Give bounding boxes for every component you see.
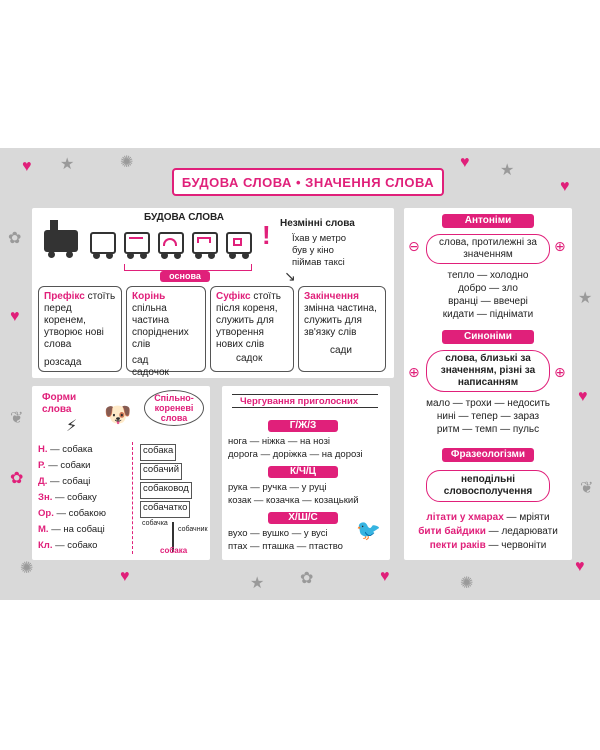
heart-icon: ♥ — [575, 558, 585, 575]
list-item: вухо — вушко — у вусі — [228, 528, 328, 539]
plus-icon: ⊕ — [554, 238, 566, 254]
list-item: Кл. — собако — [38, 540, 98, 551]
list-item: кидати — піднімати — [442, 309, 534, 320]
sun-icon: ✺ — [460, 575, 474, 592]
list-item: Зн. — собаку — [38, 492, 97, 503]
suffix-text: стоїть після кореня, служить для утворення нових слів — [216, 291, 282, 350]
suffix-box — [210, 286, 294, 372]
minus-icon: ⊖ — [408, 238, 420, 254]
list-item: Д. — собаці — [38, 476, 91, 487]
list-item: Ор. — собакою — [38, 508, 106, 519]
list-item: ритм — темп — пульс — [436, 424, 540, 435]
list-item: собачатко — [140, 501, 190, 518]
flower-icon: ✿ — [300, 570, 314, 587]
list-item: нині — тепер — зараз — [436, 411, 540, 422]
suffix-example: садок — [236, 353, 263, 364]
plus-icon: ⊕ — [408, 364, 420, 380]
flower-icon: ✿ — [10, 470, 24, 487]
sun-icon: ✺ — [120, 154, 134, 171]
star-icon: ★ — [578, 290, 593, 307]
list-item: добро — зло — [458, 283, 518, 294]
root-example: садочок — [132, 367, 169, 378]
flower-icon: ✿ — [8, 230, 22, 247]
forms-panel — [32, 386, 210, 560]
structure-heading: БУДОВА СЛОВА — [144, 212, 224, 223]
poster — [0, 148, 600, 600]
group-label: Х/Ш/С — [268, 512, 338, 524]
osnova-label: основа — [160, 271, 210, 282]
antonyms-label: Антоніми — [442, 214, 534, 228]
bird-icon: 🐦 — [356, 520, 381, 542]
idioms-label: Фразеологізми — [442, 448, 534, 462]
meaning-panel — [404, 208, 572, 560]
prefix-example: розсада — [44, 357, 82, 368]
list-item: літати у хмарах — мріяти — [426, 512, 550, 523]
group-label: Г/Ж/З — [268, 420, 338, 432]
heart-icon: ♥ — [380, 568, 390, 585]
train-illustration — [44, 218, 254, 263]
immutable-line: був у кіно — [292, 245, 334, 256]
dog-icon: 🐶 — [104, 402, 132, 427]
root-example: сад — [132, 355, 149, 366]
list-item: Н. — собака — [38, 444, 93, 455]
exclamation-icon: ! — [262, 220, 271, 250]
list-item: тепло — холодно — [447, 270, 529, 281]
alternation-title: Чергування приголосних — [240, 396, 359, 407]
cognates-list — [140, 444, 206, 518]
list-item: козак — козачка — козацький — [228, 495, 359, 506]
list-item: мало — трохи — недосить — [426, 398, 550, 409]
heart-icon: ♥ — [120, 568, 130, 585]
heart-icon: ♥ — [578, 388, 588, 405]
root-box — [126, 286, 206, 378]
root-text: спільна частина споріднених слів — [132, 303, 189, 350]
list-item: бити байдики — ледарювати — [418, 526, 558, 537]
tree-illustration: собачка собачник собака — [142, 520, 208, 555]
ending-text: змінна частина, служить для зв'язку слів — [304, 303, 377, 338]
ending-box — [298, 286, 386, 372]
star-icon: ★ — [250, 575, 265, 592]
heart-icon: ♥ — [10, 308, 20, 325]
list-item: нога — ніжка — на нозі — [228, 436, 331, 447]
forms-title: Форми слова — [42, 392, 77, 415]
arrow-icon: ↘ — [284, 268, 296, 284]
list-item: дорога — доріжка — на дорозі — [228, 449, 363, 460]
cognate-title: Спільно-кореневі слова — [144, 390, 204, 426]
synonyms-banner: слова, близькі за значенням, різні за написанням — [426, 350, 550, 392]
forms-list — [38, 444, 128, 556]
structure-panel — [32, 208, 394, 378]
star-icon: ★ — [500, 162, 515, 179]
immutable-line: Їхав у метро — [292, 233, 347, 244]
star-icon: ★ — [60, 156, 75, 173]
list-item: пекти раків — червоніти — [429, 540, 547, 551]
leaf-icon: ❦ — [580, 480, 594, 497]
list-item: Р. — собаки — [38, 460, 91, 471]
heart-icon: ♥ — [22, 158, 32, 175]
plus-icon: ⊕ — [554, 364, 566, 380]
immutable-title: Незмінні слова — [280, 218, 355, 229]
idioms-banner: неподільні словосполучення — [426, 470, 550, 502]
list-item: вранці — ввечері — [448, 296, 528, 307]
ending-example: сади — [330, 345, 352, 356]
list-item: собака — [140, 444, 176, 461]
suffix-term: Суфікс — [216, 291, 251, 302]
heart-icon: ♥ — [560, 178, 570, 195]
group-label: К/Ч/Ц — [268, 466, 338, 478]
prefix-term: Префікс — [44, 291, 85, 302]
prefix-box — [38, 286, 122, 372]
prefix-text: стоїть перед коренем, утворює нові слова — [44, 291, 116, 350]
leaf-icon: ❦ — [10, 410, 24, 427]
lightning-icon: ⚡ — [66, 418, 78, 435]
sun-icon: ✺ — [20, 560, 34, 577]
alternation-panel — [222, 386, 390, 560]
ending-term: Закінчення — [304, 291, 359, 302]
list-item: М. — на собаці — [38, 524, 105, 535]
list-item: рука — ручка — у руці — [228, 482, 327, 493]
synonyms-label: Синоніми — [442, 330, 534, 344]
root-term: Корінь — [132, 291, 166, 302]
page-title: БУДОВА СЛОВА • ЗНАЧЕННЯ СЛОВА — [172, 168, 444, 196]
list-item: собаковод — [140, 482, 192, 499]
antonyms-banner: слова, протилежні за значенням — [426, 234, 550, 264]
heart-icon: ♥ — [460, 154, 470, 171]
immutable-line: піймав таксі — [292, 257, 345, 268]
list-item: птах — пташка — птаство — [228, 541, 343, 552]
list-item: собачий — [140, 463, 182, 480]
